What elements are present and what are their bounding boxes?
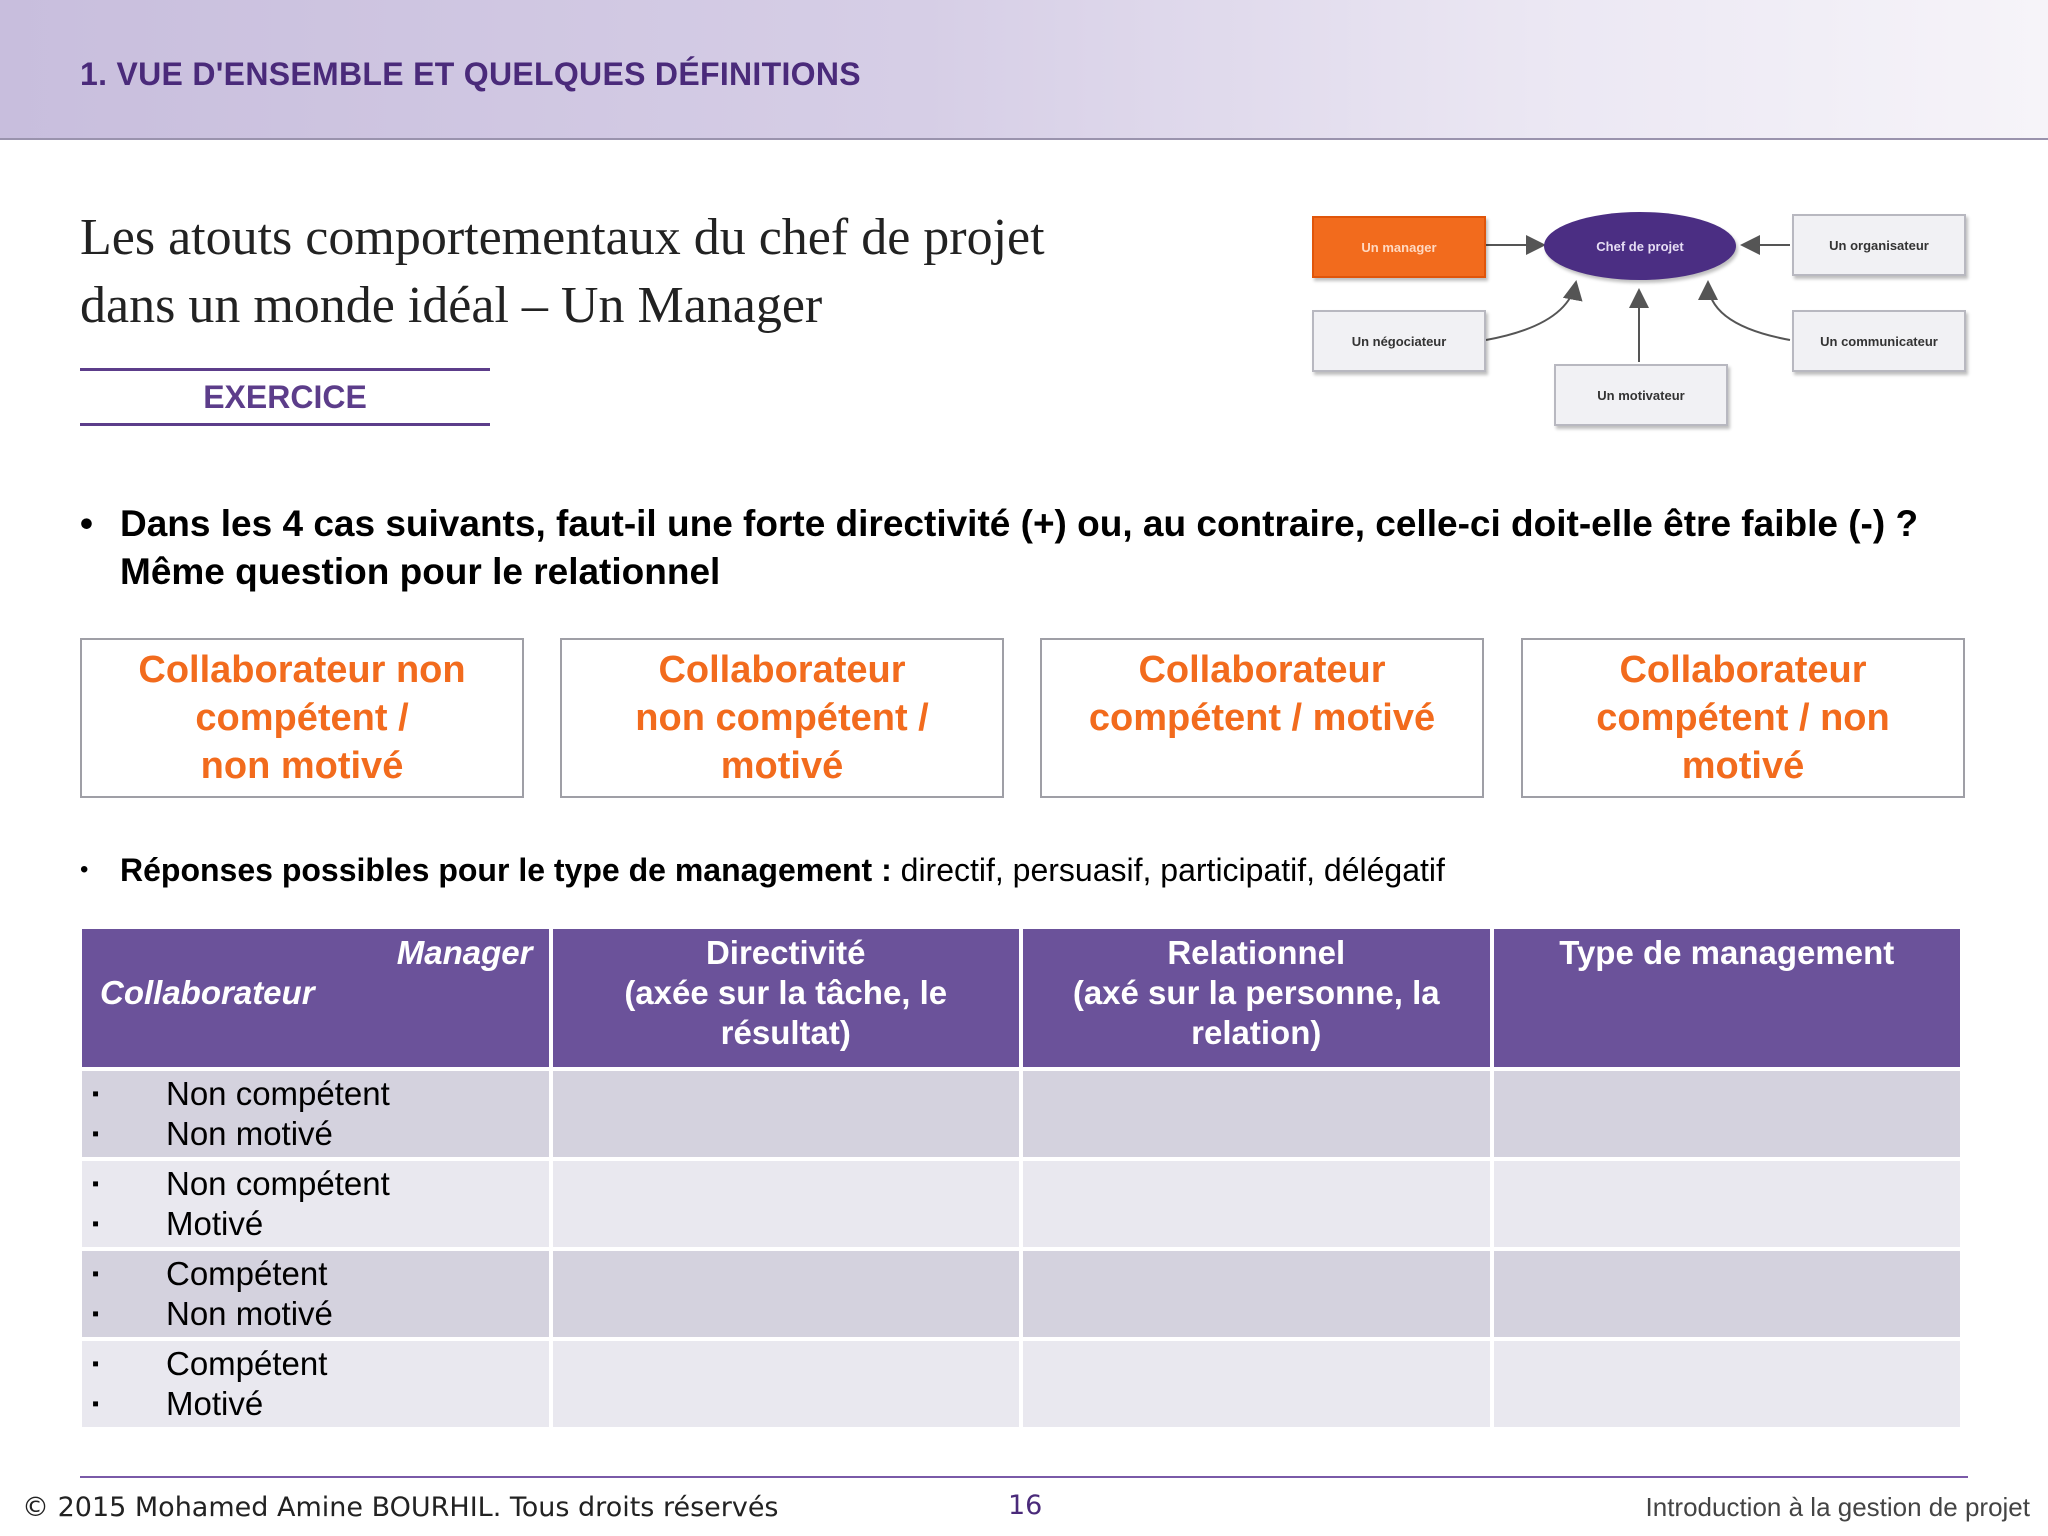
cell-relationnel[interactable]	[1023, 1341, 1490, 1427]
question-text: Dans les 4 cas suivants, faut-il une forte directivité (+) ou, au contraire, celle-ci doit-elle être faible (-) ? Même question pour le relationnel	[120, 503, 1919, 592]
square-bullet-icon: ▪	[92, 1213, 100, 1235]
header-relationnel	[1023, 929, 1490, 1067]
case-line: non compétent /	[635, 697, 929, 739]
case-box-4	[1521, 638, 1965, 798]
exercise-question	[80, 500, 1980, 596]
management-table	[78, 925, 1964, 1431]
header-directivite-title: Directivité	[705, 934, 866, 971]
header-corner	[82, 929, 549, 1067]
cell-relationnel[interactable]	[1023, 1161, 1490, 1247]
case-line: motivé	[720, 745, 844, 787]
case-line: compétent /	[195, 697, 409, 739]
square-bullet-icon: ▪	[92, 1123, 100, 1145]
criteria-text: Non compétent	[166, 1165, 390, 1202]
arrow-negociateur	[1486, 282, 1576, 340]
cell-directivite[interactable]	[553, 1341, 1020, 1427]
role-diagram	[1308, 200, 1988, 440]
cell-type-management[interactable]	[1494, 1341, 1961, 1427]
answers-values: directif, persuasif, participatif, délégatif	[891, 852, 1445, 888]
diagram-node-center: Chef de projet	[1544, 212, 1736, 280]
answers-label: Réponses possibles pour le type de management :	[120, 852, 892, 888]
row-criteria	[82, 1341, 549, 1427]
case-box-3	[1040, 638, 1484, 798]
bullet-icon: •	[80, 856, 89, 883]
row-criteria	[82, 1251, 549, 1337]
section-heading: 1. VUE D'ENSEMBLE ET QUELQUES DÉFINITIONS	[80, 56, 861, 92]
square-bullet-icon: ▪	[92, 1173, 100, 1195]
criteria-text: Compétent	[166, 1255, 328, 1292]
case-box-1	[80, 638, 524, 798]
criteria-text: Non motivé	[166, 1115, 333, 1152]
exercise-label: EXERCICE	[80, 368, 490, 426]
case-line: Collaborateur	[1619, 649, 1867, 691]
case-line: non motivé	[200, 745, 404, 787]
table-row	[82, 1341, 1960, 1427]
diagram-node-communicateur: Un communicateur	[1792, 310, 1966, 372]
case-line: compétent / motivé	[1088, 697, 1436, 739]
cell-type-management[interactable]	[1494, 1071, 1961, 1157]
slide-title	[80, 204, 1180, 340]
square-bullet-icon: ▪	[92, 1263, 100, 1285]
footer-copyright: © 2015 Mohamed Amine BOURHIL. Tous droits réservés	[22, 1492, 779, 1523]
slide-title-line1: Les atouts comportementaux du chef de projet	[80, 209, 1045, 266]
diagram-node-organisateur: Un organisateur	[1792, 214, 1966, 276]
diagram-node-negociateur: Un négociateur	[1312, 310, 1486, 372]
diagram-node-manager: Un manager	[1312, 216, 1486, 278]
diagram-node-motivateur: Un motivateur	[1554, 364, 1728, 426]
table-row	[82, 1071, 1960, 1157]
criteria-text: Non compétent	[166, 1075, 390, 1112]
slide-title-line2: dans un monde idéal – Un Manager	[80, 277, 823, 334]
cell-relationnel[interactable]	[1023, 1071, 1490, 1157]
criteria-text: Compétent	[166, 1345, 328, 1382]
criteria-text: Non motivé	[166, 1295, 333, 1332]
cell-directivite[interactable]	[553, 1251, 1020, 1337]
row-criteria	[82, 1071, 549, 1157]
square-bullet-icon: ▪	[92, 1083, 100, 1105]
table-row	[82, 1251, 1960, 1337]
header-directivite-sub: (axée sur la tâche, le résultat)	[624, 974, 948, 1051]
criteria-text: Motivé	[166, 1205, 264, 1242]
criteria-text: Motivé	[166, 1385, 264, 1422]
case-line: motivé	[1681, 745, 1805, 787]
arrow-communicateur	[1708, 282, 1790, 340]
cell-directivite[interactable]	[553, 1071, 1020, 1157]
header-manager: Manager	[396, 934, 533, 971]
case-line: compétent / non	[1596, 697, 1890, 739]
cell-type-management[interactable]	[1494, 1251, 1961, 1337]
case-line: Collaborateur	[658, 649, 906, 691]
header-collaborateur: Collaborateur	[100, 974, 315, 1011]
case-line: Collaborateur non	[138, 649, 466, 691]
cell-relationnel[interactable]	[1023, 1251, 1490, 1337]
bullet-icon: •	[80, 503, 93, 544]
header-relationnel-sub: (axé sur la personne, la relation)	[1072, 974, 1440, 1051]
case-line: Collaborateur	[1138, 649, 1386, 691]
case-box-2	[560, 638, 1004, 798]
cell-type-management[interactable]	[1494, 1161, 1961, 1247]
square-bullet-icon: ▪	[92, 1303, 100, 1325]
header-directivite	[553, 929, 1020, 1067]
square-bullet-icon: ▪	[92, 1393, 100, 1415]
page-number: 16	[1008, 1490, 1043, 1521]
possible-answers	[80, 850, 1980, 890]
header-type-management: Type de management	[1494, 929, 1961, 1067]
footer-divider	[80, 1476, 1968, 1478]
row-criteria	[82, 1161, 549, 1247]
cell-directivite[interactable]	[553, 1161, 1020, 1247]
footer-course-title: Introduction à la gestion de projet	[1645, 1492, 2030, 1522]
square-bullet-icon: ▪	[92, 1353, 100, 1375]
table-row	[82, 1161, 1960, 1247]
header-relationnel-title: Relationnel	[1167, 934, 1346, 971]
table-header-row	[82, 929, 1960, 1067]
